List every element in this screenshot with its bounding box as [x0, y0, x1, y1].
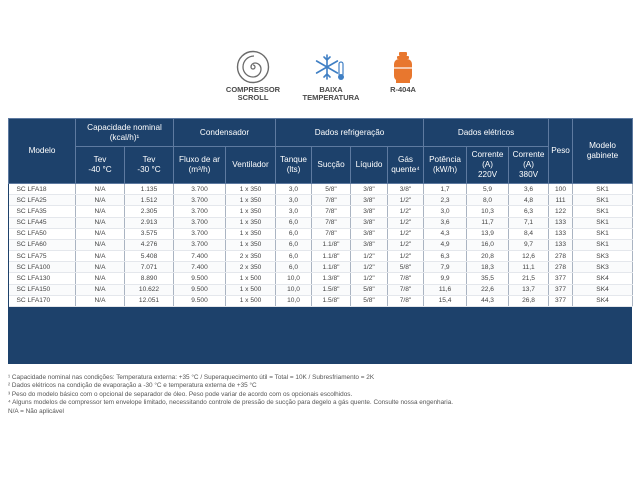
- spiral-icon: [236, 50, 270, 84]
- table-cell: 9.500: [174, 295, 226, 306]
- table-cell: 21,5: [509, 273, 549, 284]
- table-cell: SC LFA150: [9, 284, 76, 295]
- table-row: [9, 195, 633, 206]
- table-cell: 13,7: [509, 284, 549, 295]
- table-cell: 8.890: [125, 273, 174, 284]
- header-potencia: Potência (kW/h): [424, 147, 467, 184]
- footnote: ¹ Capacidade nominal nas condições: Temperatura externa: +35 °C / Superaquecimento útil = Total = 10K / Subresfriamento = 2K: [8, 374, 375, 381]
- table-cell: 1.5/8": [312, 284, 351, 295]
- table-cell: 4,3: [424, 228, 467, 239]
- table-cell: 10,3: [467, 206, 509, 217]
- table-cell: SC LFA18: [9, 184, 76, 195]
- table-cell: 6,0: [276, 217, 312, 228]
- table-cell: 133: [549, 239, 573, 250]
- table-cell: 5/8": [388, 262, 424, 273]
- table-cell: 1.135: [125, 184, 174, 195]
- table-row: [9, 251, 633, 262]
- table-cell: 377: [549, 295, 573, 306]
- table-cell: 1 x 350: [226, 206, 276, 217]
- table-cell: 3/8": [351, 206, 388, 217]
- table-cell: 10,0: [276, 295, 312, 306]
- table-cell: 1.1/8": [312, 251, 351, 262]
- feature-label: COMPRESSOR SCROLL: [225, 85, 281, 102]
- header-peso: Peso: [549, 119, 573, 184]
- table-cell: 4,9: [424, 239, 467, 250]
- table-cell: 1 x 500: [226, 284, 276, 295]
- table-cell: 111: [549, 195, 573, 206]
- snowflake-thermometer-icon: [314, 50, 348, 84]
- header-dados-eletricos: Dados elétricos: [424, 119, 549, 147]
- table-cell: 10,0: [276, 273, 312, 284]
- table-body: [9, 184, 633, 307]
- table-cell: SK1: [573, 217, 633, 228]
- table-cell: 3/8": [351, 228, 388, 239]
- header-ventilador: Ventilador: [226, 147, 276, 184]
- table-cell: 10.622: [125, 284, 174, 295]
- table-cell: 5/8": [312, 184, 351, 195]
- table-cell: 18,3: [467, 262, 509, 273]
- table-cell: SK1: [573, 195, 633, 206]
- table-cell: N/A: [76, 273, 125, 284]
- table-cell: 12,6: [509, 251, 549, 262]
- table-cell: 3.700: [174, 195, 226, 206]
- header-condensador: Condensador: [174, 119, 276, 147]
- table-cell: 5.408: [125, 251, 174, 262]
- table-cell: 7/8": [388, 273, 424, 284]
- table-cell: N/A: [76, 195, 125, 206]
- table-cell: 1/2": [388, 195, 424, 206]
- table-cell: 2 x 350: [226, 251, 276, 262]
- table-cell: SK4: [573, 295, 633, 306]
- table-cell: 1 x 350: [226, 184, 276, 195]
- table-row: [9, 239, 633, 250]
- table-cell: 3/8": [351, 217, 388, 228]
- table-cell: SC LFA100: [9, 262, 76, 273]
- table-cell: 278: [549, 262, 573, 273]
- table-cell: 1.1/8": [312, 262, 351, 273]
- table-cell: 3.700: [174, 206, 226, 217]
- table-cell: 1.512: [125, 195, 174, 206]
- header-capacidade: Capacidade nominal (kcal/h)¹: [76, 119, 174, 147]
- table-cell: 6,0: [276, 251, 312, 262]
- header-liquido: Líquido: [351, 147, 388, 184]
- table-cell: 22,6: [467, 284, 509, 295]
- table-cell: SC LFA35: [9, 206, 76, 217]
- table-cell: 13,9: [467, 228, 509, 239]
- table-cell: 5,9: [467, 184, 509, 195]
- table-cell: 7/8": [388, 284, 424, 295]
- table-row: [9, 228, 633, 239]
- table-cell: 3,0: [276, 184, 312, 195]
- table-cell: 6,3: [509, 206, 549, 217]
- table-cell: 15,4: [424, 295, 467, 306]
- table-cell: 133: [549, 228, 573, 239]
- gas-cylinder-icon: [386, 50, 420, 84]
- header-modelo-gabinete: Modelo gabinete: [573, 119, 633, 184]
- table-cell: 3/8": [388, 184, 424, 195]
- table-cell: N/A: [76, 284, 125, 295]
- table-cell: 7.400: [174, 251, 226, 262]
- table-cell: 11,1: [509, 262, 549, 273]
- table-cell: 6,0: [276, 239, 312, 250]
- table-cell: 122: [549, 206, 573, 217]
- table-cell: 7/8": [312, 217, 351, 228]
- footnote: ⁴ Alguns modelos de compressor tem envelope limitado, necessitando controle de pressão de sucção para degelo a gás quente. Consulte nossa engenharia.: [8, 399, 454, 407]
- table-cell: 44,3: [467, 295, 509, 306]
- table-cell: 3,6: [509, 184, 549, 195]
- table-cell: N/A: [76, 184, 125, 195]
- table-cell: 7/8": [388, 295, 424, 306]
- header-gas-quente: Gás quente⁴: [388, 147, 424, 184]
- table-cell: 1/2": [351, 273, 388, 284]
- table-row: [9, 206, 633, 217]
- table-cell: 3,6: [424, 217, 467, 228]
- table-cell: SK1: [573, 206, 633, 217]
- table-cell: 100: [549, 184, 573, 195]
- table-cell: 3,0: [276, 206, 312, 217]
- table-cell: 3,0: [276, 195, 312, 206]
- footnote: ³ Peso do modelo básico com o opcional de separador de óleo. Peso pode variar de acordo com os opcionais escolhidos.: [8, 390, 353, 398]
- table-cell: 7,1: [509, 217, 549, 228]
- table-cell: 6,3: [424, 251, 467, 262]
- table-cell: 1/2": [388, 228, 424, 239]
- table-cell: 3.700: [174, 228, 226, 239]
- table-cell: 2.913: [125, 217, 174, 228]
- table-cell: 9,7: [509, 239, 549, 250]
- table-cell: 11,7: [467, 217, 509, 228]
- table-cell: SC LFA25: [9, 195, 76, 206]
- table-cell: 3.700: [174, 239, 226, 250]
- table-cell: 9.500: [174, 284, 226, 295]
- table-row: [9, 295, 633, 306]
- table-cell: 377: [549, 284, 573, 295]
- table-cell: N/A: [76, 251, 125, 262]
- feature-r404a: [372, 50, 434, 94]
- table-cell: 20,8: [467, 251, 509, 262]
- table-cell: N/A: [76, 262, 125, 273]
- table-cell: 7.071: [125, 262, 174, 273]
- table-cell: 1 x 500: [226, 273, 276, 284]
- table-cell: 1/2": [388, 251, 424, 262]
- feature-icons-row: [0, 50, 640, 108]
- table-row: [9, 217, 633, 228]
- table-cell: SK4: [573, 284, 633, 295]
- table-cell: 1.5/8": [312, 295, 351, 306]
- specs-table: [8, 118, 633, 307]
- table-row: [9, 262, 633, 273]
- table-row: [9, 184, 633, 195]
- table-cell: SC LFA75: [9, 251, 76, 262]
- table-cell: SC LFA170: [9, 295, 76, 306]
- table-cell: 3.700: [174, 184, 226, 195]
- table-cell: 2,3: [424, 195, 467, 206]
- table-cell: 7/8": [312, 195, 351, 206]
- table-cell: 133: [549, 217, 573, 228]
- header-succao: Sucção: [312, 147, 351, 184]
- table-cell: N/A: [76, 239, 125, 250]
- table-cell: 9.500: [174, 273, 226, 284]
- table-cell: 1/2": [388, 239, 424, 250]
- header-tev-30: Tev -30 °C: [125, 147, 174, 184]
- table-cell: 5/8": [351, 295, 388, 306]
- table-cell: 3.700: [174, 217, 226, 228]
- table-cell: N/A: [76, 206, 125, 217]
- table-cell: 1 x 350: [226, 239, 276, 250]
- table-cell: 26,8: [509, 295, 549, 306]
- table-cell: SC LFA130: [9, 273, 76, 284]
- footnotes: [8, 374, 632, 416]
- table-cell: 1/2": [351, 251, 388, 262]
- table-cell: 4,8: [509, 195, 549, 206]
- header-modelo: Modelo: [9, 119, 76, 184]
- feature-label: BAIXA TEMPERATURA: [302, 85, 360, 102]
- table-cell: 12.051: [125, 295, 174, 306]
- table-cell: 3/8": [351, 195, 388, 206]
- table-cell: 11,6: [424, 284, 467, 295]
- table-cell: 1/2": [388, 206, 424, 217]
- table-cell: 377: [549, 273, 573, 284]
- table-cell: 1/2": [388, 217, 424, 228]
- feature-label: R-404A: [390, 85, 416, 94]
- table-cell: 1 x 350: [226, 228, 276, 239]
- table-cell: SK3: [573, 251, 633, 262]
- header-tanque: Tanque (lts): [276, 147, 312, 184]
- table-cell: 7/8": [312, 228, 351, 239]
- table-cell: 6,0: [276, 262, 312, 273]
- table-cell: 3,0: [424, 206, 467, 217]
- table-cell: N/A: [76, 217, 125, 228]
- table-cell: SC LFA50: [9, 228, 76, 239]
- table-cell: 7/8": [312, 206, 351, 217]
- table-cell: 8,0: [467, 195, 509, 206]
- table-cell: SK4: [573, 273, 633, 284]
- table-cell: SK1: [573, 228, 633, 239]
- table-row: [9, 284, 633, 295]
- header-fluxo-ar: Fluxo de ar (m³/h): [174, 147, 226, 184]
- header-dados-refrigeracao: Dados refrigeração: [276, 119, 424, 147]
- table-cell: N/A: [76, 228, 125, 239]
- table-cell: SC LFA45: [9, 217, 76, 228]
- footnote: ² Dados elétricos na condição de evaporação a -30 °C e temperatura externa de +35 °C: [8, 382, 257, 390]
- table-cell: 2 x 350: [226, 262, 276, 273]
- table-cell: 9,9: [424, 273, 467, 284]
- table-cell: 8,4: [509, 228, 549, 239]
- table-cell: 5/8": [351, 284, 388, 295]
- table-cell: 6,0: [276, 228, 312, 239]
- table-cell: 1,7: [424, 184, 467, 195]
- table-cell: 1 x 500: [226, 295, 276, 306]
- table-cell: 278: [549, 251, 573, 262]
- specs-table-container: [8, 118, 632, 364]
- table-cell: SK1: [573, 184, 633, 195]
- table-cell: SK1: [573, 239, 633, 250]
- table-cell: 1/2": [351, 262, 388, 273]
- table-cell: 3/8": [351, 239, 388, 250]
- table-cell: SC LFA60: [9, 239, 76, 250]
- table-cell: 10,0: [276, 284, 312, 295]
- table-cell: 1.1/8": [312, 239, 351, 250]
- table-cell: 35,5: [467, 273, 509, 284]
- table-cell: 3/8": [351, 184, 388, 195]
- table-cell: N/A: [76, 295, 125, 306]
- footnote: N/A = Não aplicável: [8, 407, 64, 415]
- table-row: [9, 273, 633, 284]
- feature-compressor-scroll: [218, 50, 288, 102]
- table-cell: 1.3/8": [312, 273, 351, 284]
- table-cell: 4.276: [125, 239, 174, 250]
- header-corrente-380: Corrente (A) 380V: [509, 147, 549, 184]
- feature-baixa-temperatura: [296, 50, 366, 102]
- header-corrente-220: Corrente (A) 220V: [467, 147, 509, 184]
- table-cell: 1 x 350: [226, 195, 276, 206]
- table-cell: 2.305: [125, 206, 174, 217]
- table-cell: SK3: [573, 262, 633, 273]
- table-cell: 1 x 350: [226, 217, 276, 228]
- table-cell: 7.400: [174, 262, 226, 273]
- table-cell: 7,9: [424, 262, 467, 273]
- table-cell: 3.575: [125, 228, 174, 239]
- table-cell: 16,0: [467, 239, 509, 250]
- header-tev-40: Tev -40 °C: [76, 147, 125, 184]
